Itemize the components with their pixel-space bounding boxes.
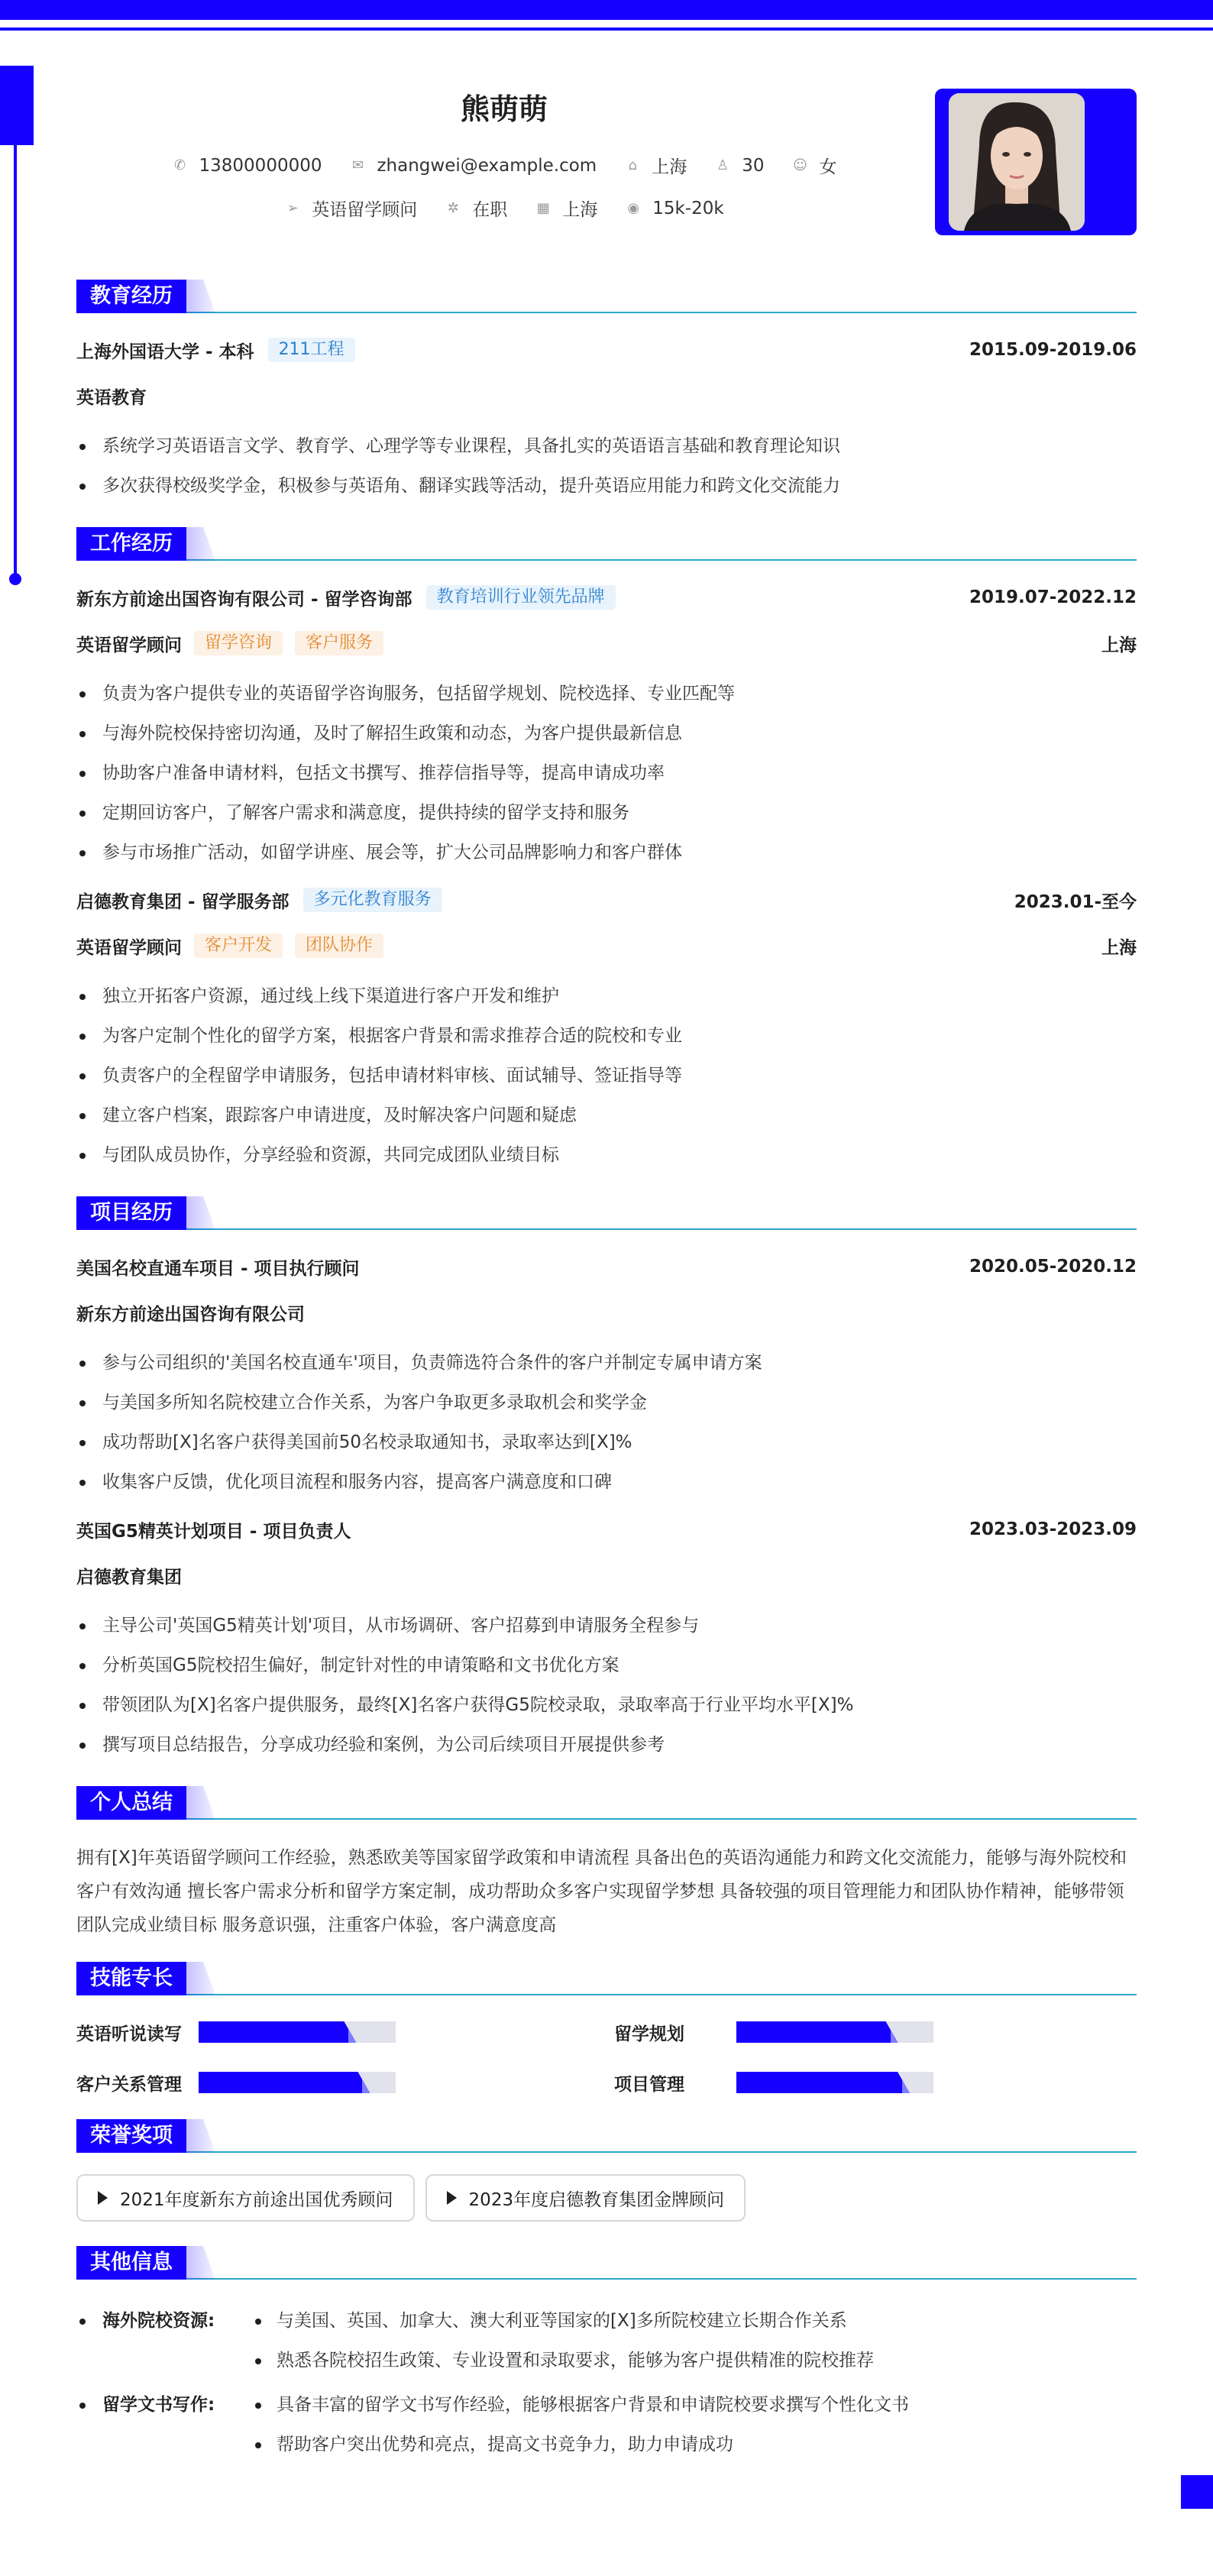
email-info (349, 156, 597, 176)
other-items (252, 2301, 874, 2380)
project-org: 启德教育集团 (76, 1567, 182, 1587)
city-info (624, 153, 687, 178)
job-title-row (76, 930, 1137, 961)
others-heading (76, 2246, 1137, 2280)
heading-rule (76, 1228, 1137, 1230)
work-heading (76, 527, 1137, 561)
job-intent-row (76, 196, 932, 221)
age-text: 30 (742, 155, 765, 176)
phone-info (172, 156, 322, 176)
skill-bar (736, 2072, 933, 2093)
list-item: 协助客户准备申请材料，包括文书撰写、推荐信指导等，提高申请成功率 (76, 753, 1137, 793)
school-tag: 211工程 (268, 338, 355, 362)
project-org: 新东方前途出国咨询有限公司 (76, 1304, 305, 1325)
other-label: 海外院校资源: (76, 2301, 252, 2380)
summary-heading (76, 1786, 1137, 1820)
other-label: 留学文书写作: (76, 2385, 252, 2464)
job-tag: 客户服务 (295, 631, 383, 655)
honors-title: 荣誉奖项 (76, 2119, 186, 2153)
status-icon: ✲ (447, 199, 459, 216)
city-text: 上海 (652, 157, 687, 177)
left-accent-tab (0, 66, 34, 145)
project-bullets (76, 1606, 1137, 1765)
other-group (76, 2301, 1137, 2380)
work-bullets (76, 976, 1137, 1175)
list-item: 参与公司组织的'美国名校直通车'项目，负责筛选符合条件的客户并制定专属申请方案 (76, 1343, 1137, 1383)
status-text: 在职 (472, 200, 508, 220)
work-row (76, 885, 1137, 915)
company-name: 新东方前途出国咨询有限公司 - 留学咨询部 (76, 589, 412, 610)
salary-icon: ◉ (627, 199, 640, 216)
resume-header (76, 0, 1137, 252)
list-item: 建立客户档案，跟踪客户申请进度，及时解决客户问题和疑虑 (76, 1095, 1137, 1135)
heading-slant (185, 1962, 215, 1995)
work-section (76, 527, 1137, 1175)
gender-icon: ☺ (793, 157, 807, 173)
email-text: zhangwei@example.com (377, 155, 597, 176)
heading-rule (76, 559, 1137, 561)
heading-slant (185, 2119, 215, 2153)
skill-bar (736, 2021, 933, 2043)
heading-slant (185, 527, 215, 561)
play-icon (98, 2191, 108, 2205)
skills-section (76, 1962, 1137, 2098)
work-date: 2023.01-至今 (1014, 892, 1137, 912)
heading-rule (76, 2151, 1137, 2153)
resume-page (76, 0, 1137, 2469)
skill-fill (199, 2021, 356, 2043)
skills-grid (76, 2017, 1137, 2098)
list-item: 定期回访客户，了解客户需求和满意度，提供持续的留学支持和服务 (76, 793, 1137, 833)
company-tag: 多元化教育服务 (303, 888, 442, 912)
skill-fill (199, 2072, 370, 2093)
project-row (76, 1251, 1137, 1282)
skill-item (614, 2067, 1137, 2098)
skill-item (76, 2017, 614, 2047)
list-item: 多次获得校级奖学金，积极参与英语角、翻译实践等活动，提升英语应用能力和跨文化交流能力 (76, 466, 1137, 506)
right-accent-tab (1181, 2475, 1213, 2509)
honors-list (76, 2174, 1137, 2222)
honors-section (76, 2119, 1137, 2222)
job-location: 上海 (1101, 635, 1137, 655)
list-item: 带领团队为[X]名客户提供服务，最终[X]名客户获得G5院校录取，录取率高于行业平均水平[X]% (76, 1685, 1137, 1725)
projects-section (76, 1196, 1137, 1765)
education-title: 教育经历 (76, 280, 186, 313)
school-name: 上海外国语大学 - 本科 (76, 341, 254, 362)
honor-badge (76, 2174, 415, 2222)
list-item: 撰写项目总结报告，分享成功经验和案例，为公司后续项目开展提供参考 (76, 1725, 1137, 1765)
company-name: 启德教育集团 - 留学服务部 (76, 892, 290, 912)
others-list (76, 2301, 1137, 2464)
project-bullets (76, 1343, 1137, 1502)
job-tag: 团队协作 (295, 934, 383, 958)
job-title: 英语留学顾问 (76, 635, 182, 655)
job-location: 上海 (1101, 937, 1137, 958)
skill-fill (736, 2021, 898, 2043)
heading-slant (185, 1196, 215, 1230)
list-item: 熟悉各院校招生政策、专业设置和录取要求，能够为客户提供精准的院校推荐 (252, 2341, 874, 2380)
summary-section (76, 1786, 1137, 1942)
status-info (445, 196, 507, 221)
avatar (949, 93, 1085, 231)
education-row (76, 335, 1137, 365)
list-item: 与美国多所知名院校建立合作关系，为客户争取更多录取机会和奖学金 (76, 1383, 1137, 1422)
skills-title: 技能专长 (76, 1962, 186, 1995)
honor-text: 2023年度启德教育集团金牌顾问 (468, 2189, 725, 2210)
skill-item (76, 2067, 614, 2098)
left-timeline-line (14, 145, 17, 578)
list-item: 分析英国G5院校招生偏好，制定针对性的申请策略和文书优化方案 (76, 1646, 1137, 1685)
education-date: 2015.09-2019.06 (969, 340, 1137, 360)
heading-rule (76, 1818, 1137, 1820)
phone-text: 13800000000 (199, 155, 322, 176)
left-timeline-dot (9, 573, 21, 585)
project-org-row (76, 1297, 1137, 1328)
education-heading (76, 280, 1137, 313)
cake-icon: ♙ (716, 157, 729, 173)
summary-title: 个人总结 (76, 1786, 186, 1820)
other-items (252, 2385, 909, 2464)
list-item: 为客户定制个性化的留学方案，根据客户背景和需求推荐合适的院校和专业 (76, 1016, 1137, 1056)
list-item: 主导公司'英国G5精英计划'项目，从市场调研、客户招募到申请服务全程参与 (76, 1606, 1137, 1646)
target-city-text: 上海 (562, 200, 598, 220)
list-item: 帮助客户突出优势和亮点，提高文书竞争力，助力申请成功 (252, 2425, 909, 2464)
heading-slant (185, 1786, 215, 1820)
salary-text: 15k-20k (652, 198, 724, 218)
photo-frame (935, 89, 1137, 235)
skill-bar (199, 2021, 396, 2043)
work-bullets (76, 674, 1137, 872)
gender-info (791, 153, 836, 178)
company-tag: 教育培训行业领先品牌 (426, 585, 616, 610)
other-group (76, 2385, 1137, 2464)
heading-rule (76, 2278, 1137, 2280)
skill-bar (199, 2072, 396, 2093)
job-title-row (76, 628, 1137, 659)
send-icon: ➢ (286, 199, 299, 216)
salary-info (625, 199, 723, 218)
skill-name: 英语听说读写 (76, 2024, 182, 2044)
list-item: 成功帮助[X]名客户获得美国前50名校录取通知书，录取率达到[X]% (76, 1422, 1137, 1462)
age-info (714, 156, 764, 176)
list-item: 独立开拓客户资源，通过线上线下渠道进行客户开发和维护 (76, 976, 1137, 1016)
building-icon: ▦ (536, 199, 550, 216)
project-name: 英国G5精英计划项目 - 项目负责人 (76, 1521, 351, 1542)
project-name: 美国名校直通车项目 - 项目执行顾问 (76, 1258, 360, 1279)
work-date: 2019.07-2022.12 (969, 587, 1137, 607)
list-item: 参与市场推广活动，如留学讲座、展会等，扩大公司品牌影响力和客户群体 (76, 833, 1137, 872)
major-name: 英语教育 (76, 387, 147, 408)
target-city-info (535, 196, 597, 221)
projects-heading (76, 1196, 1137, 1230)
honor-badge (425, 2174, 746, 2222)
projects-title: 项目经历 (76, 1196, 186, 1230)
list-item: 与团队成员协作，分享经验和资源，共同完成团队业绩目标 (76, 1135, 1137, 1175)
mail-icon: ✉ (351, 157, 364, 173)
list-item: 与海外院校保持密切沟通，及时了解招生政策和动态，为客户提供最新信息 (76, 714, 1137, 753)
education-bullets (76, 426, 1137, 506)
skill-item (614, 2017, 1137, 2047)
heading-rule (76, 312, 1137, 313)
job-tag: 留学咨询 (194, 631, 283, 655)
education-section (76, 280, 1137, 506)
skill-name: 客户关系管理 (76, 2074, 182, 2095)
home-icon: ⌂ (628, 157, 637, 173)
position-text: 英语留学顾问 (312, 200, 418, 220)
project-date: 2020.05-2020.12 (969, 1257, 1137, 1277)
skill-name: 项目管理 (614, 2074, 684, 2095)
candidate-name: 熊萌萌 (460, 92, 548, 126)
list-item: 收集客户反馈，优化项目流程和服务内容，提高客户满意度和口碑 (76, 1462, 1137, 1502)
skill-name: 留学规划 (614, 2024, 684, 2044)
honor-text: 2021年度新东方前途出国优秀顾问 (120, 2189, 393, 2210)
play-icon (447, 2191, 457, 2205)
list-item: 负责客户的全程留学申请服务，包括申请材料审核、面试辅导、签证指导等 (76, 1056, 1137, 1095)
contact-row (76, 153, 932, 178)
project-row (76, 1514, 1137, 1545)
gender-text: 女 (819, 157, 837, 177)
job-tag: 客户开发 (194, 934, 283, 958)
phone-icon: ✆ (173, 157, 186, 173)
major-row (76, 380, 1137, 411)
others-section (76, 2246, 1137, 2464)
job-title: 英语留学顾问 (76, 937, 182, 958)
project-org-row (76, 1560, 1137, 1591)
position-info (284, 196, 417, 221)
others-title: 其他信息 (76, 2246, 186, 2280)
list-item: 具备丰富的留学文书写作经验，能够根据客户背景和申请院校要求撰写个性化文书 (252, 2385, 909, 2425)
heading-slant (185, 280, 215, 313)
list-item: 负责为客户提供专业的英语留学咨询服务，包括留学规划、院校选择、专业匹配等 (76, 674, 1137, 714)
heading-slant (185, 2246, 215, 2280)
honors-heading (76, 2119, 1137, 2153)
list-item: 与美国、英国、加拿大、澳大利亚等国家的[X]多所院校建立长期合作关系 (252, 2301, 874, 2341)
heading-rule (76, 1994, 1137, 1995)
portrait-illustration (949, 93, 1085, 231)
skill-fill (736, 2072, 910, 2093)
work-row (76, 582, 1137, 613)
summary-text: 拥有[X]年英语留学顾问工作经验，熟悉欧美等国家留学政策和申请流程 具备出色的英语沟通能力和跨文化交流能力，能够与海外院校和客户有效沟通 擅长客户需求分析和留学方案定制，成功帮助众多客户实现留学梦想 具备较强的项目管理能力和团队协作精神，能够带领团队完成业绩目标 服务意识强，注重客户体验，客户满意度高 (76, 1848, 1127, 1935)
work-title: 工作经历 (76, 527, 186, 561)
skills-heading (76, 1962, 1137, 1995)
list-item: 系统学习英语语言文学、教育学、心理学等专业课程，具备扎实的英语语言基础和教育理论知识 (76, 426, 1137, 466)
project-date: 2023.03-2023.09 (969, 1519, 1137, 1539)
